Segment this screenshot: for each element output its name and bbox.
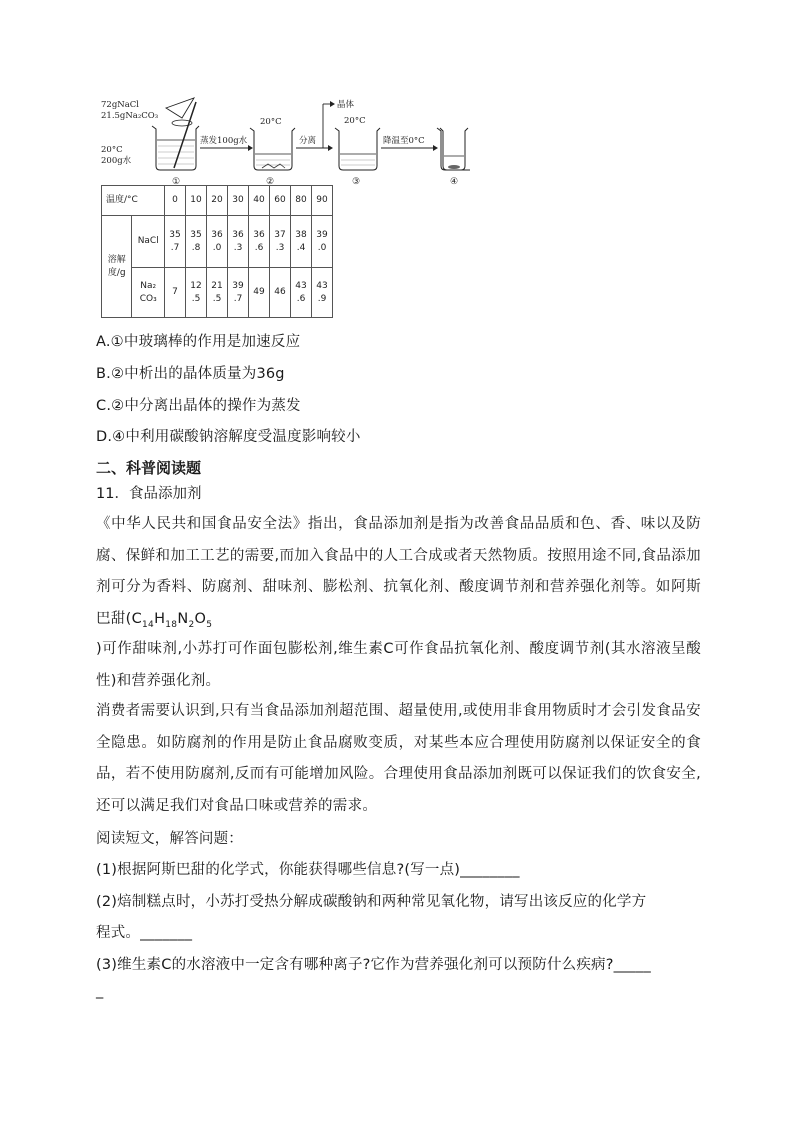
na2co3-cell: 43 .9 [312,268,333,318]
temp-cell: 40 [249,186,270,216]
crystal-label: 晶体 [337,100,355,110]
option-d: D.④中利用碳酸钠溶解度受温度影响较小 [96,429,361,445]
beaker-2 [250,128,295,170]
solubility-label [102,216,132,318]
salt2-label: 21.5gNa₂CO₃ [101,111,159,121]
temp-cell: 60 [270,186,291,216]
beaker-3-number: ③ [352,177,361,187]
section-title: 二、科普阅读题 [96,459,202,477]
beaker-2-temp: 20°C [260,117,282,127]
temp-cell: 80 [291,186,312,216]
water-mass-label: 200g水 [101,156,132,166]
funnel-icon [166,98,194,118]
experiment-diagram [100,96,470,188]
beaker-1 [152,102,199,170]
paragraph-1-text: 《中华人民共和国食品安全法》指出，食品添加剂是指为改善食品品质和色、香、味以及防腐、保鲜和加工工艺的需要,而加入食品中的人工合成或者天然物质。按照用途不同,食品添加剂可分为香料、防腐剂、甜味剂、膨松剂、抗氧化剂、酸度调节剂和营养强化剂等。如阿斯巴甜( [96,516,701,627]
beaker-2-number: ② [266,177,275,187]
temp-cell: 30 [228,186,249,216]
na2co3-cell: 12 .5 [186,268,207,318]
reading-prompt: 阅读短文，解答问题： [96,831,243,847]
na2co3-cell: 43 .6 [291,268,312,318]
beaker-1-number: ① [172,177,181,187]
beaker-3 [335,128,380,170]
nacl-cell: 35 .7 [165,216,186,268]
step3-label: 降温至0°C [383,136,425,146]
na2co3-cell: 46 [270,268,291,318]
aspartame-formula: $C_{14}H_{18}N_2O_5$ [131,610,213,630]
temp-cell: 0 [165,186,186,216]
arrow-right-icon [328,145,333,151]
arrow-right-icon [433,145,438,151]
temp-cell: 10 [186,186,207,216]
solubility-label-line1: 溶解 [107,254,126,265]
solubility-label-line2: 度/g [107,267,126,278]
nacl-cell: 36 .3 [228,216,249,268]
option-c: C.②中分离出晶体的操作为蒸发 [96,398,301,414]
nacl-cell: 38 .4 [291,216,312,268]
question-title: 11．食品添加剂 [96,486,202,502]
salt1-label: 72gNaCl [101,100,139,110]
nacl-cell: 35 .8 [186,216,207,268]
beaker-3-temp: 20°C [344,116,366,126]
na2co3-cell: 7 [165,268,186,318]
na2co3-cell: 49 [249,268,270,318]
paragraph-1b: )可作甜味剂,小苏打可作面包膨松剂,维生素C可作食品抗氧化剂、酸度调节剂(其水溶液呈酸性)和营养强化剂。 [96,641,701,689]
temp-cell: 20 [207,186,228,216]
nacl-cell: 36 .0 [207,216,228,268]
arrow-right-icon [330,101,335,107]
nacl-cell: 39 .0 [312,216,333,268]
temp-cell: 90 [312,186,333,216]
beaker-4-number: ④ [450,177,459,187]
step2-label: 分离 [299,136,317,146]
option-a: A.①中玻璃棒的作用是加速反应 [96,334,301,350]
na2co3-label: Na₂ CO₃ [132,268,165,318]
solubility-table [101,185,333,318]
question-3: (3)维生素C的水溶液中一定含有哪种离子?它作为营养强化剂可以预防什么疾病?_____ [96,957,651,973]
nacl-cell: 36 .6 [249,216,270,268]
beaker-4 [437,128,470,170]
paragraph-2: 消费者需要认识到,只有当食品添加剂超范围、超量使用,或使用非食用物质时才会引发食品安全隐患。如防腐剂的作用是防止食品腐败变质，对某些本应合理使用防腐剂以保证安全的食品，若不使用防腐剂,反而有可能增加风险。合理使用食品添加剂既可以保证我们的饮食安全,还可以满足我们对食品口味或营养的需求。 [96,703,701,814]
na2co3-cell: 39 .7 [228,268,249,318]
water-temp-label: 20°C [101,145,123,155]
question-2-line1: (2)焙制糕点时，小苏打受热分解成碳酸钠和两种常见氧化物，请写出该反应的化学方 [96,894,647,910]
nacl-cell: 37 .3 [270,216,291,268]
arrow-right-icon [248,145,253,151]
table-header-label: 温度/°C [102,186,165,216]
paragraph-1 [96,509,701,641]
step1-label: 蒸发100g水 [200,136,248,146]
question-1: (1)根据阿斯巴甜的化学式，你能获得哪些信息?(写一点)________ [96,862,520,878]
nacl-label: NaCl [132,216,165,268]
question-3-cont: _ [96,983,104,999]
option-b: B.②中析出的晶体质量为36g [96,366,285,382]
na2co3-cell: 21 .5 [207,268,228,318]
question-2-line2: 程式。_______ [96,925,193,941]
